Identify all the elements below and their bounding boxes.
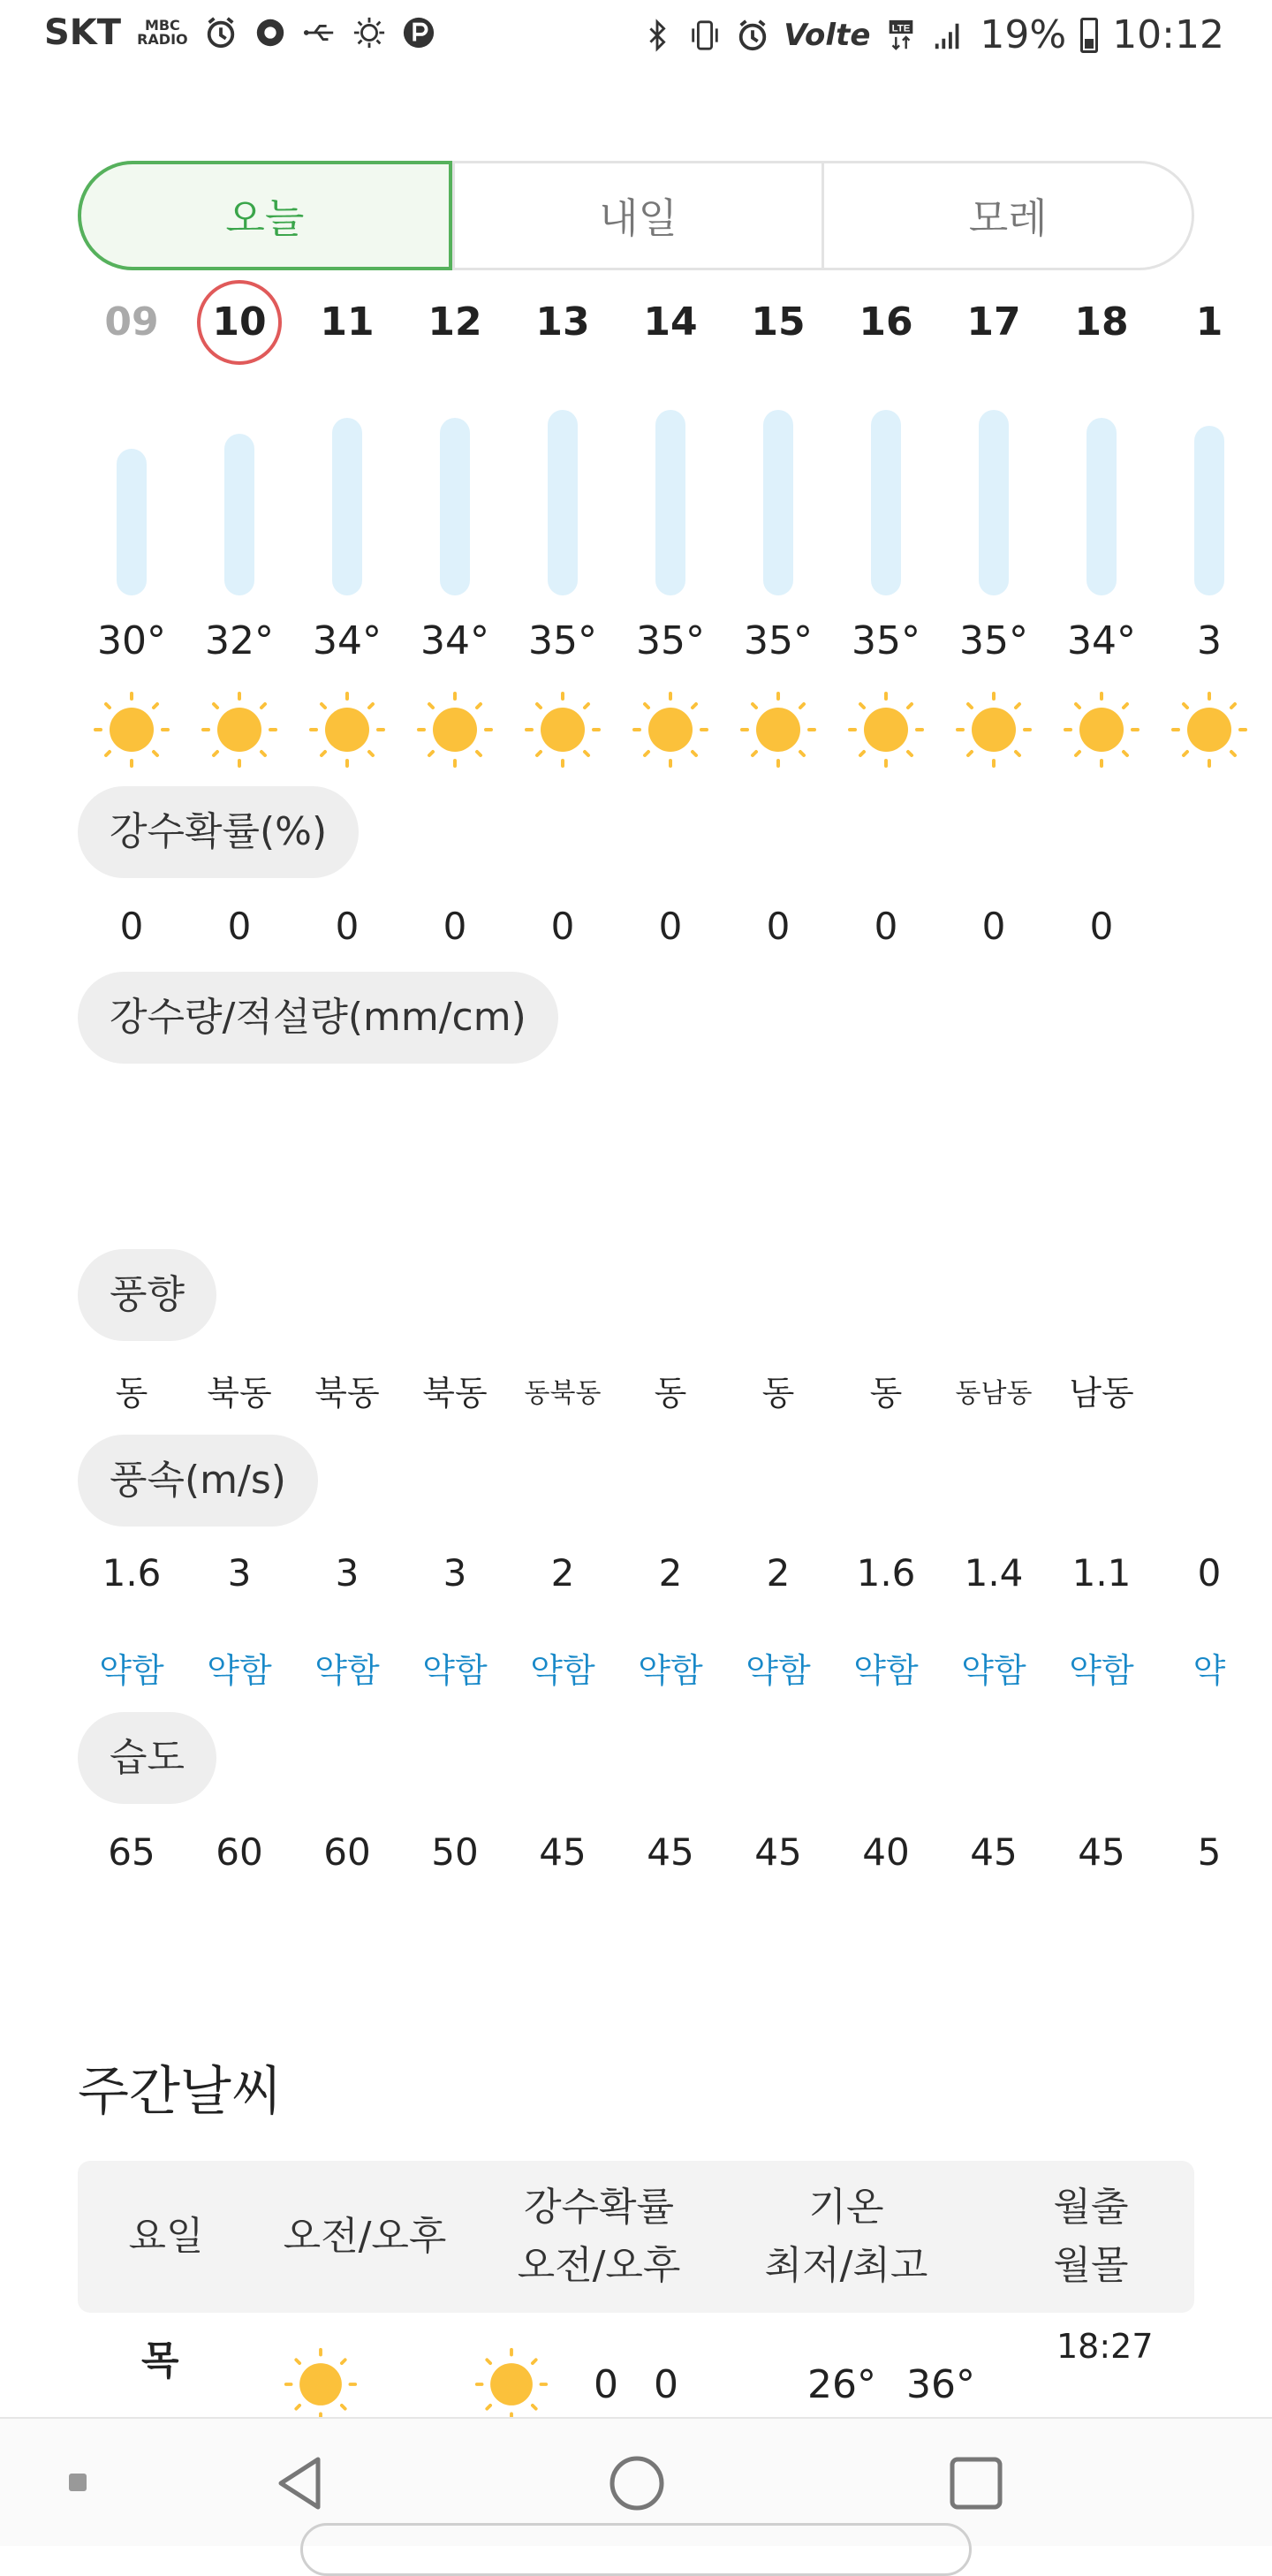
day-tabs (78, 161, 1194, 270)
battery-percent: 19% (980, 12, 1067, 57)
p-app-icon (402, 16, 435, 49)
humidity-value: 45 (647, 1830, 694, 1874)
hour-temperature: 35° (852, 618, 920, 663)
humidity-value: 45 (539, 1830, 587, 1874)
wind-direction-value: 동남동 (955, 1378, 1033, 1409)
signal-icon (932, 19, 965, 52)
wind-direction-value: 북동 (314, 1374, 380, 1413)
wind-speed-value: 1.4 (964, 1551, 1024, 1595)
wind-speed-row (78, 1551, 1263, 1595)
wind-speed-value: 3 (335, 1551, 360, 1595)
home-icon[interactable] (608, 2454, 666, 2512)
wind-speed-value: 1.1 (1071, 1551, 1132, 1595)
status-bar (0, 0, 1272, 74)
wind-direction-label: 풍향 (78, 1249, 216, 1341)
sunny-icon (401, 686, 509, 774)
sunny-icon (724, 686, 832, 774)
precip-prob-row (78, 905, 1155, 948)
humidity-value: 45 (970, 1830, 1018, 1874)
precip-prob-value: 0 (981, 905, 1006, 948)
back-icon[interactable] (272, 2454, 330, 2512)
hour-temperature: 32° (205, 618, 274, 663)
lte-icon (884, 19, 918, 52)
wind-strength-value: 약함 (530, 1651, 595, 1690)
wind-direction-value: 북동 (207, 1374, 272, 1413)
header-day: 요일 (128, 2214, 204, 2259)
wind-direction-value: 북동 (422, 1374, 488, 1413)
weekly-moonrise: 18:27 (1056, 2327, 1154, 2366)
wind-strength-value: 약함 (207, 1651, 272, 1690)
hour-temperature: 35° (636, 618, 705, 663)
mbc-radio-icon: MBC RADIO (137, 17, 188, 48)
header-moon: 월출 월몰 (1053, 2185, 1129, 2288)
recent-apps-icon[interactable] (947, 2454, 1005, 2512)
wind-speed-label: 풍속(m/s) (78, 1435, 318, 1527)
precip-prob-label: 강수확률(%) (78, 786, 359, 878)
tab-day-after-tomorrow[interactable]: 모레 (822, 163, 1192, 268)
weekly-table-header (78, 2161, 1194, 2313)
wind-strength-value: 약함 (853, 1651, 919, 1690)
vibrate-icon (688, 19, 722, 52)
temperature-bar-cell (1048, 392, 1155, 595)
temperature-bar-cell (617, 392, 724, 595)
temperature-bar-cell (401, 392, 509, 595)
wind-direction-value: 동 (869, 1374, 903, 1413)
bluetooth-icon (640, 19, 674, 52)
hour-temperature: 34° (1067, 618, 1136, 663)
header-precip: 강수확률 오전/오후 (517, 2185, 681, 2288)
wind-speed-value: 3 (443, 1551, 467, 1595)
precip-prob-value: 0 (1089, 905, 1114, 948)
weekly-high-temp: 36° (906, 2362, 975, 2407)
temperature-bars-row (78, 392, 1263, 595)
temperature-bar (1086, 418, 1117, 595)
wind-speed-value: 3 (227, 1551, 252, 1595)
header-ampm: 오전/오후 (283, 2214, 447, 2259)
brightness-icon (352, 16, 386, 49)
sunny-icon (473, 2346, 549, 2422)
hour-label: 11 (320, 299, 375, 345)
sunny-icon (283, 2346, 359, 2422)
wind-direction-value: 동 (761, 1374, 795, 1413)
sunny-icon (832, 686, 940, 774)
temperature-bar-cell (1155, 392, 1263, 595)
clock: 10:12 (1112, 12, 1224, 57)
hour-label: 09 (104, 299, 159, 345)
humidity-value: 5 (1197, 1830, 1222, 1874)
hours-row (78, 283, 1263, 362)
sunny-icon (940, 686, 1048, 774)
svg-text:LTE: LTE (892, 22, 911, 34)
battery-icon (1080, 18, 1098, 53)
hour-label: 15 (751, 299, 806, 345)
wind-speed-value: 2 (658, 1551, 683, 1595)
hour-label: 12 (428, 299, 482, 345)
temperature-bar (763, 410, 793, 595)
wind-strength-value: 약함 (961, 1651, 1026, 1690)
chat-icon (254, 16, 287, 49)
humidity-row (78, 1830, 1263, 1874)
humidity-value: 60 (216, 1830, 263, 1874)
hour-temperature: 35° (959, 618, 1028, 663)
temperature-bar-cell (509, 392, 617, 595)
hour-temperature: 34° (420, 618, 489, 663)
precip-prob-value: 0 (227, 905, 252, 948)
sunny-icon (293, 686, 401, 774)
navigation-bar (0, 2417, 1272, 2546)
temperature-bar-cell (724, 392, 832, 595)
tab-today[interactable]: 오늘 (78, 161, 452, 270)
alarm-icon (736, 19, 769, 52)
gesture-handle[interactable] (300, 2523, 972, 2576)
temperature-bar (1194, 426, 1224, 595)
wind-speed-value: 1.6 (856, 1551, 916, 1595)
hour-label: 13 (535, 299, 590, 345)
temperature-bar (332, 418, 362, 595)
hour-label: 17 (966, 299, 1021, 345)
temperatures-row (78, 618, 1263, 663)
weekly-low-temp: 26° (807, 2362, 876, 2407)
humidity-value: 60 (323, 1830, 371, 1874)
temperature-bar (655, 410, 685, 595)
precip-prob-value: 0 (766, 905, 791, 948)
weather-icons-row (78, 686, 1263, 774)
weekly-day: 목 (141, 2338, 179, 2383)
temperature-bar (979, 410, 1009, 595)
tab-tomorrow[interactable]: 내일 (452, 163, 822, 268)
hour-label: 10 (186, 283, 293, 362)
precip-prob-value: 0 (443, 905, 467, 948)
wind-speed-value: 2 (766, 1551, 791, 1595)
precip-prob-value: 0 (658, 905, 683, 948)
humidity-value: 45 (1078, 1830, 1125, 1874)
notification-dot-icon (69, 2474, 87, 2491)
wind-strength-value: 약함 (314, 1651, 380, 1690)
hour-temperature: 35° (528, 618, 597, 663)
weekly-precip-am: 0 (594, 2362, 618, 2407)
precip-prob-value: 0 (335, 905, 360, 948)
hour-temperature: 3 (1197, 618, 1222, 663)
alarm-icon (204, 16, 238, 49)
temperature-bar (117, 449, 147, 595)
hour-label: 18 (1074, 299, 1129, 345)
sunny-icon (617, 686, 724, 774)
precip-prob-value: 0 (874, 905, 898, 948)
wind-strength-value: 약함 (99, 1651, 164, 1690)
temperature-bar (871, 410, 901, 595)
wind-speed-value: 1.6 (102, 1551, 162, 1595)
wind-speed-value: 0 (1197, 1551, 1222, 1595)
precip-prob-value: 0 (550, 905, 575, 948)
sunny-icon (78, 686, 186, 774)
humidity-label: 습도 (78, 1712, 216, 1804)
precip-prob-value: 0 (119, 905, 144, 948)
wind-direction-row (78, 1366, 1155, 1414)
wind-direction-value: 동북동 (524, 1378, 602, 1409)
sunny-icon (509, 686, 617, 774)
humidity-value: 40 (862, 1830, 910, 1874)
wind-strength-value: 약함 (1069, 1651, 1134, 1690)
sunny-icon (186, 686, 293, 774)
carrier-label: SKT (44, 12, 122, 53)
temperature-bar-cell (293, 392, 401, 595)
wind-strength-value: 약함 (422, 1651, 488, 1690)
wind-direction-value: 동 (654, 1374, 687, 1413)
temperature-bar-cell (832, 392, 940, 595)
volte-icon: Volte (784, 17, 871, 53)
hour-label: 14 (643, 299, 698, 345)
wind-strength-row (78, 1643, 1263, 1692)
sunny-icon (1048, 686, 1155, 774)
hour-temperature: 34° (313, 618, 382, 663)
hourly-forecast-scroller[interactable] (78, 283, 1226, 1874)
temperature-bar (440, 418, 470, 595)
humidity-value: 65 (108, 1830, 155, 1874)
hour-label: 1 (1195, 299, 1223, 345)
wind-strength-value: 약 (1192, 1651, 1226, 1690)
temperature-bar-cell (78, 392, 186, 595)
hour-temperature: 35° (744, 618, 813, 663)
wind-direction-value: 남동 (1069, 1374, 1134, 1413)
weekly-precip-pm: 0 (654, 2362, 678, 2407)
humidity-value: 50 (431, 1830, 479, 1874)
wind-strength-value: 약함 (746, 1651, 811, 1690)
header-temp: 기온 최저/최고 (764, 2185, 928, 2288)
temperature-bar (224, 434, 254, 595)
temperature-bar-cell (186, 392, 293, 595)
usb-icon (303, 16, 337, 49)
wind-speed-value: 2 (550, 1551, 575, 1595)
hour-temperature: 30° (97, 618, 166, 663)
weekly-weather-title: 주간날씨 (78, 2061, 283, 2123)
hour-label: 16 (859, 299, 913, 345)
humidity-value: 45 (754, 1830, 802, 1874)
sunny-icon (1155, 686, 1263, 774)
wind-strength-value: 약함 (638, 1651, 703, 1690)
precip-amount-label: 강수량/적설량(mm/cm) (78, 972, 558, 1064)
temperature-bar (548, 410, 578, 595)
temperature-bar-cell (940, 392, 1048, 595)
weekly-row-thursday[interactable] (78, 2329, 1194, 2408)
wind-direction-value: 동 (115, 1374, 148, 1413)
